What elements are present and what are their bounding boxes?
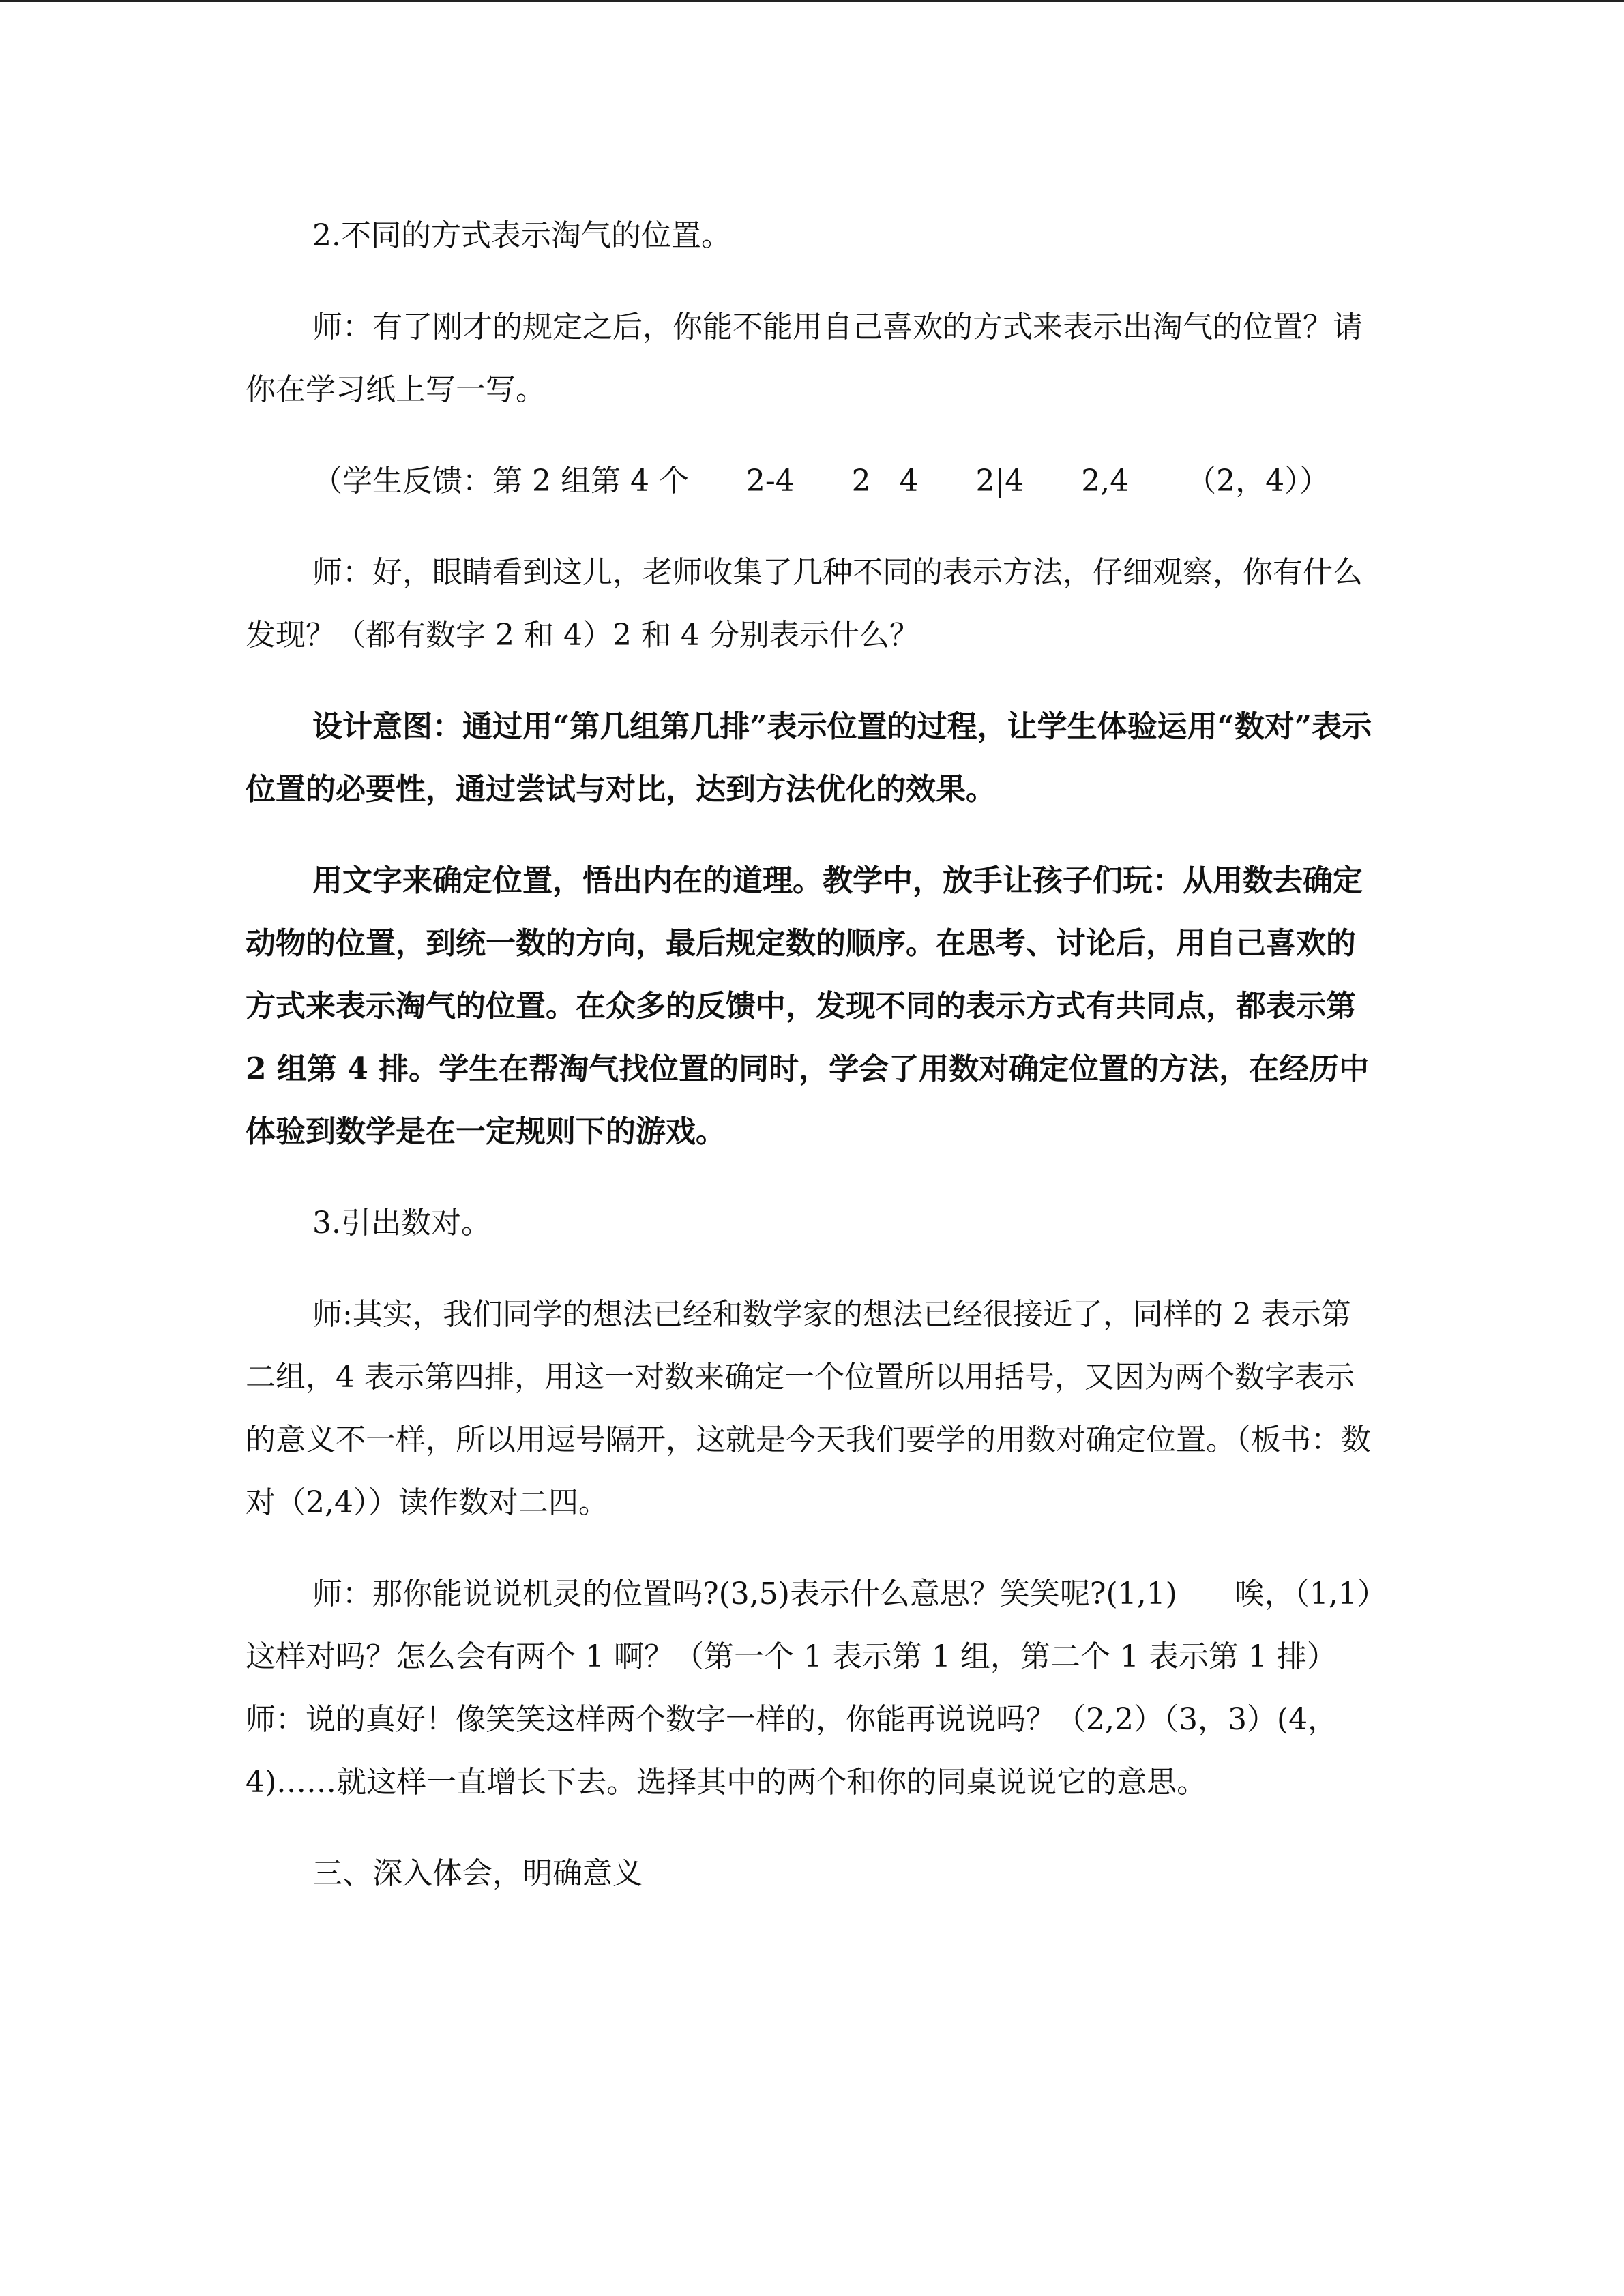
document-page — [246, 205, 1432, 1934]
design-explanation-paragraph: 用文字来确定位置，悟出内在的道理。教学中，放手让孩子们玩：从用数去确定动物的位置，到统一数的方向，最后规定数的顺序。在思考、讨论后，用自己喜欢的方式来表示淘气的位置。在众多的反馈中，发现不同的表示方式有共同点，都表示第 2 组第 4 排。学生在帮淘气找位置的同时，学会了用数对确定位置的方法，在经历中体验到数学是在一定规则下的游戏。 — [246, 863, 1370, 1149]
part-three-heading: 三、深入体会，明确意义 — [312, 1856, 643, 1891]
design-intent-paragraph: 设计意图：通过用“第几组第几排”表示位置的过程，让学生体验运用“数对”表示位置的必要性，通过尝试与对比，达到方法优化的效果。 — [246, 709, 1372, 807]
teacher-observation-paragraph: 师：好，眼睛看到这儿，老师收集了几种不同的表示方法，仔细观察，你有什么发现？（都有数字 2 和 4）2 和 4 分别表示什么？ — [246, 555, 1363, 653]
section-heading-3: 3.引出数对。 — [312, 1206, 491, 1240]
teacher-question-paragraph: 师：有了刚才的规定之后，你能不能用自己喜欢的方式来表示出淘气的位置？请你在学习纸上写一写。 — [246, 310, 1363, 407]
number-pair-intro-paragraph: 师:其实，我们同学的想法已经和数学家的想法已经很接近了，同样的 2 表示第二组，4 表示第四排，用这一对数来确定一个位置所以用括号，又因为两个数字表示的意义不一样，所以用逗号隔开，这就是今天我们要学的用数对确定位置。（板书：数对（2,4））读作数对二四。 — [246, 1297, 1371, 1520]
page-top-border — [0, 0, 1624, 2]
number-pair-practice-paragraph: 师：那你能说说机灵的位置吗?(3,5)表示什么意思？笑笑呢?(1,1) 唉，（1,1）这样对吗？怎么会有两个 1 啊？（第一个 1 表示第 1 组，第二个 1 表示第 1 排） 师：说的真好！像笑笑这样两个数字一样的，你能再说说吗？（2,2）（3，3）(4，4)……就这样一直增长下去。选择其中的两个和你的同桌说说它的意思。 — [246, 1577, 1432, 1800]
section-heading-2: 2.不同的方式表示淘气的位置。 — [312, 218, 731, 253]
student-feedback-paragraph: （学生反馈：第 2 组第 4 个 2-4 2 4 2|4 2,4 （2，4）） — [312, 464, 1330, 498]
